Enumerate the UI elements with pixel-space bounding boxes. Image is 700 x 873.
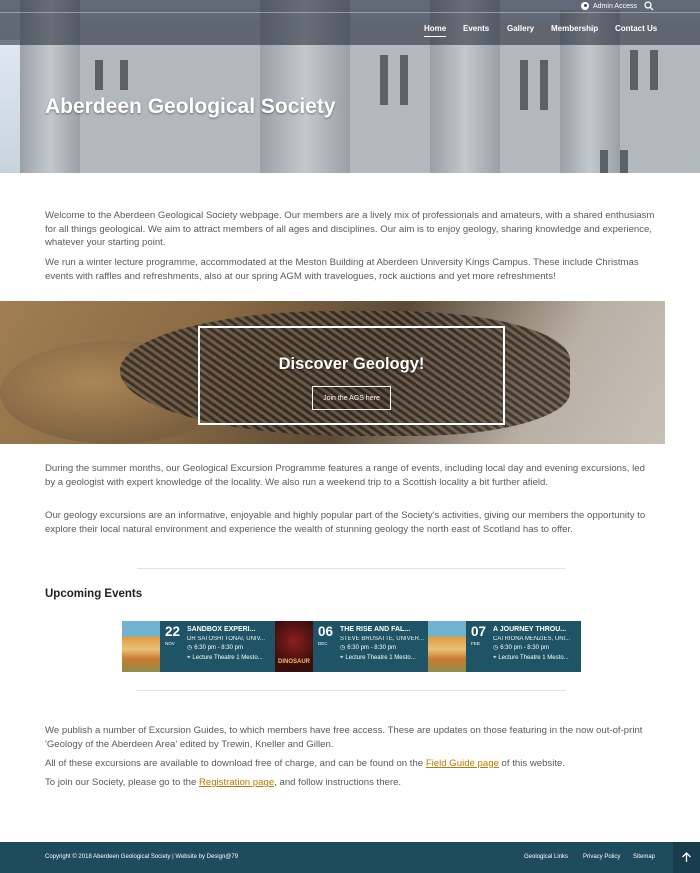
hero-window — [630, 50, 638, 90]
location-pin-icon: ⌖ — [493, 655, 497, 661]
intro-paragraph: We run a winter lecture programme, accommodated at the Meston Building at Aberdeen University Kings Campus. These include Christmas events with raffles and refreshments, also at our spring AGM with travelogues, rock auctions and yet more refreshments! — [45, 257, 639, 282]
event-speaker: STEVE BRUSATTE, UNIVER... — [340, 636, 424, 642]
nav-divider — [0, 12, 700, 13]
registration-link[interactable]: Registration page — [198, 777, 275, 788]
footer-link-privacy-policy[interactable]: Privacy Policy — [583, 854, 621, 860]
event-card[interactable] — [275, 621, 428, 672]
hero-window — [95, 60, 103, 90]
event-title: SANDBOX EXPERI... — [187, 626, 256, 633]
registration-text: To join our Society, please go to the — [45, 777, 199, 788]
hero-window — [380, 55, 388, 105]
site-title: Aberdeen Geological Society — [45, 95, 336, 118]
banner-heading: Discover Geology! — [278, 355, 425, 373]
event-day: 22 — [165, 624, 181, 639]
event-thumbnail — [122, 621, 160, 672]
clock-icon: ◷ — [187, 645, 193, 651]
footer-link-geological-links[interactable]: Geological Links — [524, 854, 569, 860]
footer — [0, 842, 700, 873]
event-month: DEC — [318, 641, 328, 646]
banner-frame — [198, 326, 505, 425]
clock-icon: ◷ — [340, 645, 346, 651]
hero-header — [0, 0, 700, 173]
event-day: 06 — [318, 624, 334, 639]
user-icon — [581, 2, 589, 10]
excursion-paragraph: Our geology excursions are an informative, enjoyable and highly popular part of the Society's activities, giving our members the opportunity to explore their local natural environment and experience the wealth of stunning geology the north east of Scotland has to offer. — [45, 510, 646, 535]
nav-gallery[interactable]: Gallery — [507, 24, 535, 33]
nav-contact-us[interactable]: Contact Us — [615, 24, 658, 33]
footer-link-sitemap[interactable]: Sitemap — [633, 854, 656, 860]
hero-window — [400, 55, 408, 105]
excursion-paragraph: During the summer months, our Geological Excursion Programme features a range of events, including local day and evening excursions, led by a geologist with expert knowledge of the locality. We also run a weekend trip to a Scottish locality a bit further afield. — [45, 463, 645, 488]
registration-text: , and follow instructions there. — [274, 777, 402, 788]
nav-home[interactable]: Home — [424, 24, 447, 33]
upcoming-events-heading: Upcoming Events — [45, 588, 143, 600]
hero-window — [600, 150, 608, 173]
events-carousel — [122, 621, 581, 672]
intro-paragraph: Welcome to the Aberdeen Geological Society webpage. Our members are a lively mix of professionals and amateurs, with a shared enthusiasm for all things geological. We aim to attract members of all ages and disciplines. Our aim is to enjoy geology, sharing knowledge and experience, whatever your starting point. — [45, 210, 655, 249]
event-month: NOV — [165, 641, 175, 646]
event-card[interactable] — [428, 621, 581, 672]
event-card[interactable] — [122, 621, 275, 672]
event-time: 6:30 pm - 8:30 pm — [347, 645, 396, 651]
main-nav — [0, 24, 700, 38]
scroll-to-top-button[interactable] — [673, 842, 700, 873]
registration-paragraph — [45, 776, 657, 790]
guides-text: of this website. — [498, 758, 566, 769]
admin-access-link[interactable] — [581, 1, 637, 11]
hero-window — [620, 150, 628, 173]
nav-membership[interactable]: Membership — [551, 24, 599, 33]
hero-window — [520, 60, 528, 110]
event-month: FEB — [471, 641, 480, 646]
footer-copyright: Copyright © 2018 Aberdeen Geological Society | Website by Design@79 — [45, 854, 239, 860]
clock-icon: ◷ — [493, 645, 499, 651]
discover-banner — [0, 301, 665, 444]
event-thumbnail — [275, 621, 313, 672]
field-guide-link[interactable]: Field Guide page — [425, 758, 499, 769]
guides-paragraph: We publish a number of Excursion Guides, to which members have free access. These are updates on those featuring in the now out-of-print 'Geology of the Aberdeen Area' edited by Trewin, Kneller and Gillen. — [45, 725, 643, 750]
event-time: 6:30 pm - 8:30 pm — [500, 645, 549, 651]
arrow-up-icon — [673, 842, 700, 873]
nav-events[interactable]: Events — [463, 24, 490, 33]
event-speaker: CATRIONA MENZIES, UNI... — [493, 636, 571, 642]
event-day: 07 — [471, 624, 487, 639]
event-thumbnail — [428, 621, 466, 672]
divider — [137, 568, 566, 569]
event-speaker: DR SATOSHI TONAI, UNIV... — [187, 636, 266, 642]
event-title: THE RISE AND FAL... — [340, 626, 411, 633]
event-location: Lecture Theatre 1 Mesto... — [192, 655, 263, 661]
divider — [137, 690, 566, 691]
hero-window — [540, 60, 548, 110]
event-location: Lecture Theatre 1 Mesto... — [498, 655, 569, 661]
location-pin-icon: ⌖ — [187, 655, 191, 661]
hero-window — [650, 50, 658, 90]
search-icon[interactable] — [644, 1, 654, 11]
guides-paragraph — [45, 757, 657, 771]
event-title: A JOURNEY THROU... — [493, 626, 567, 633]
admin-access-label: Admin Access — [593, 2, 637, 10]
guides-text: All of these excursions are available to download free of charge, and can be found on the — [45, 758, 426, 769]
join-button[interactable]: Join the AGS here — [312, 386, 391, 410]
event-thumbnail-text: DINOSAUR — [277, 659, 310, 665]
event-location: Lecture Theatre 1 Mesto... — [345, 655, 416, 661]
location-pin-icon: ⌖ — [340, 655, 344, 661]
hero-window — [120, 60, 128, 90]
event-time: 6:30 pm - 8:30 pm — [194, 645, 243, 651]
